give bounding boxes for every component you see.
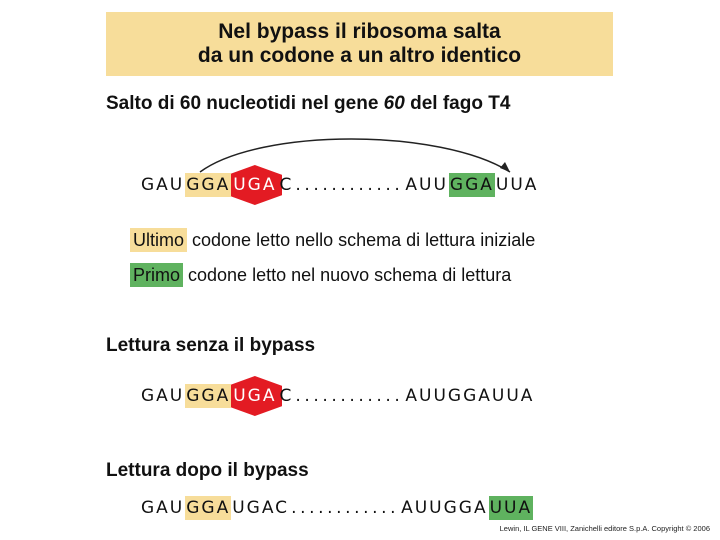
legend-last-text: codone letto nello schema di lettura iniziale [187,230,536,250]
seq2-part-c: C [279,386,294,406]
legend-last-codon [130,228,535,252]
section3-heading: Lettura dopo il bypass [106,460,309,481]
section1-heading-italic: 60 [383,93,405,114]
seq3-next-codon: UUA [489,498,533,518]
seq3-part-gau: GAU [141,498,185,518]
title-line-2: da un codone a un altro identico [197,44,522,67]
seq1-dots: ............ [295,175,404,195]
section2-heading: Lettura senza il bypass [106,335,316,356]
legend-first-text: codone letto nel nuovo schema di lettura [183,265,512,285]
seq1-part-uua: UUA [495,175,539,195]
section1-sequence [140,172,539,198]
seq2-stop-codon [231,384,278,408]
seq1-part-gau: GAU [141,175,185,195]
legend-last-tag: Ultimo [130,228,187,252]
seq1-first-codon: GGA [449,175,494,195]
seq3-last-codon: GGA [186,498,231,518]
legend-first-tag: Primo [130,263,183,287]
seq2-part-gau: GAU [141,386,185,406]
seq2-dots: ............ [295,386,404,406]
section1-heading-suffix: del fago T4 [404,93,511,114]
seq3-part-ugac: UGAC [232,498,290,518]
copyright-credit: Lewin, IL GENE VIII, Zanichelli editore S.p.A. Copyright © 2006 [499,524,710,533]
seq1-stop-codon [231,173,278,197]
section3-sequence [140,495,533,521]
seq1-last-codon: GGA [186,175,231,195]
seq3-dots: ............ [291,498,400,518]
seq2-part-tail: AUUGGAUUA [405,386,535,406]
seq2-stop-codon-text: UGA [233,386,277,406]
seq1-part-auu: AUU [405,175,448,195]
title-line-1: Nel bypass il ribosoma salta [218,20,501,43]
seq3-part-auugga: AUUGGA [401,498,488,518]
seq1-part-c: C [279,175,294,195]
section1-heading-prefix: Salto di 60 nucleotidi nel gene [106,93,384,114]
section2-sequence [140,383,535,409]
seq1-stop-codon-text: UGA [233,175,277,195]
legend-first-codon [130,263,511,287]
seq2-last-codon: GGA [186,386,231,406]
